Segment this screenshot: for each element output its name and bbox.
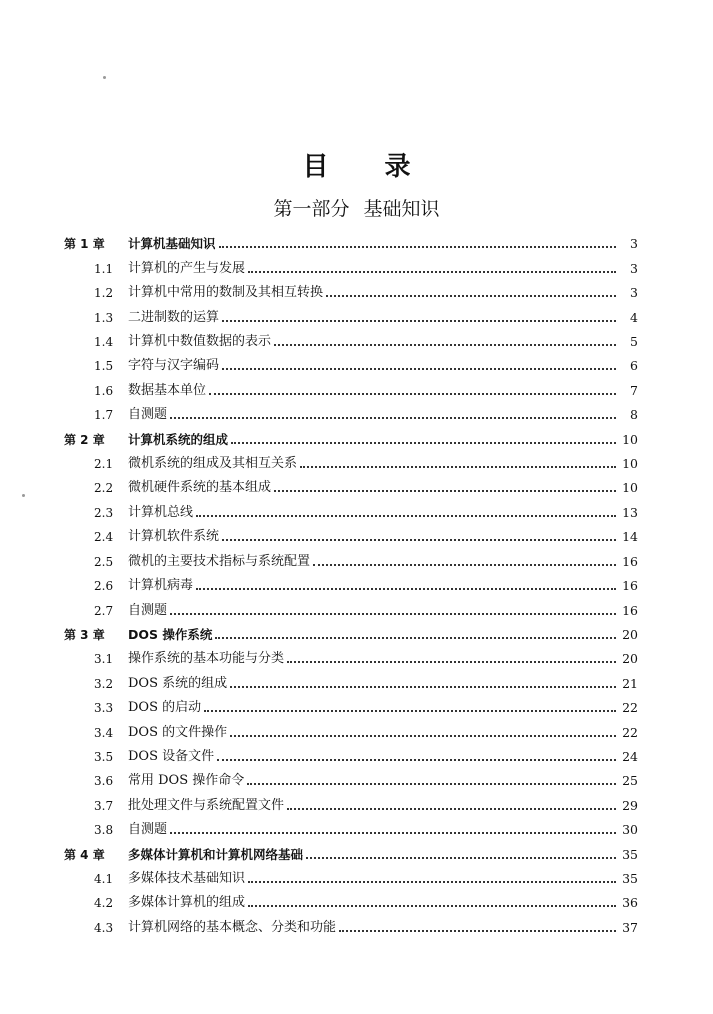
toc-section-row[interactable] (64, 521, 638, 545)
toc-section-row[interactable] (64, 277, 638, 301)
toc-section-row[interactable] (64, 594, 638, 618)
page-title: 目录 (302, 152, 467, 182)
toc-section-row[interactable] (64, 814, 638, 838)
toc-entry-title: 微机系统的组成及其相互关系 (128, 456, 298, 472)
toc-section-row[interactable] (64, 448, 638, 472)
toc-page-number: 14 (622, 529, 638, 545)
toc-entry-title: 计算机病毒 (128, 578, 194, 594)
dot-leader (248, 905, 616, 907)
toc-page-number: 8 (630, 407, 638, 423)
toc-section-row[interactable] (64, 643, 638, 667)
toc-entry-title: 计算机基础知识 (128, 236, 216, 252)
toc-section-row[interactable] (64, 789, 638, 813)
toc-entry-title: 自测题 (128, 602, 168, 618)
toc-page-number: 35 (622, 846, 638, 862)
toc-entry-title: DOS 设备文件 (128, 748, 215, 764)
toc-page-number: 21 (622, 675, 638, 691)
dot-leader (248, 881, 616, 883)
toc-entry-number: 1.1 (94, 261, 114, 276)
toc-page-number: 35 (622, 870, 638, 886)
toc-page-number: 4 (630, 309, 638, 325)
dot-leader (196, 515, 616, 517)
dot-leader (196, 588, 616, 590)
toc-page-number: 10 (622, 480, 638, 496)
dot-leader (306, 857, 616, 859)
part-name: 基础知识 (363, 198, 440, 220)
toc-entry-title: 计算机网络的基本概念、分类和功能 (128, 919, 337, 935)
scan-speck (103, 76, 106, 79)
toc-section-row[interactable] (64, 667, 638, 691)
toc-entry-title: DOS 的启动 (128, 700, 202, 716)
toc-page-number: 16 (622, 553, 638, 569)
table-of-contents (64, 228, 638, 936)
toc-entry-number: 1.2 (94, 286, 114, 301)
toc-entry-title: 数据基本单位 (128, 382, 207, 398)
dot-leader (209, 393, 616, 395)
dot-leader (326, 295, 616, 297)
toc-entry-number: 3.6 (94, 774, 114, 789)
toc-section-row[interactable] (64, 350, 638, 374)
toc-entry-number: 第 2 章 (64, 432, 105, 447)
dot-leader (230, 686, 616, 688)
toc-page-number: 3 (630, 236, 638, 252)
toc-page-number: 29 (622, 797, 638, 813)
toc-section-row[interactable] (64, 252, 638, 276)
toc-entry-number: 4.2 (94, 896, 114, 911)
toc-page-number: 36 (622, 895, 638, 911)
toc-section-row[interactable] (64, 887, 638, 911)
toc-section-row[interactable] (64, 545, 638, 569)
toc-page-number: 22 (622, 700, 638, 716)
toc-page-number: 22 (622, 724, 638, 740)
toc-section-row[interactable] (64, 911, 638, 935)
toc-entry-title: 字符与汉字编码 (128, 358, 220, 374)
dot-leader (170, 832, 616, 834)
toc-entry-number: 3.4 (94, 725, 114, 740)
part-label: 第一部分 (273, 198, 350, 220)
toc-section-row[interactable] (64, 716, 638, 740)
toc-section-row[interactable] (64, 741, 638, 765)
toc-page-number: 24 (622, 748, 638, 764)
dot-leader (313, 564, 616, 566)
toc-entry-title: 多媒体计算机的组成 (128, 895, 246, 911)
toc-section-row[interactable] (64, 863, 638, 887)
toc-page-number: 20 (622, 626, 638, 642)
toc-entry-title: DOS 系统的组成 (128, 675, 228, 691)
toc-entry-title: 微机硬件系统的基本组成 (128, 480, 272, 496)
toc-entry-number: 1.6 (94, 383, 114, 398)
dot-leader (219, 246, 616, 248)
dot-leader (300, 466, 616, 468)
toc-entry-title: DOS 操作系统 (128, 626, 213, 642)
dot-leader (230, 735, 616, 737)
dot-leader (339, 930, 616, 932)
toc-entry-title: 计算机软件系统 (128, 529, 220, 545)
toc-entry-number: 3.5 (94, 749, 114, 764)
toc-entry-title: 多媒体技术基础知识 (128, 870, 246, 886)
toc-entry-title: 常用 DOS 操作命令 (128, 773, 245, 789)
toc-page-number: 30 (622, 822, 638, 838)
toc-section-row[interactable] (64, 399, 638, 423)
toc-entry-number: 2.7 (94, 603, 114, 618)
toc-section-row[interactable] (64, 301, 638, 325)
dot-leader (170, 417, 616, 419)
toc-entry-number: 4.3 (94, 920, 114, 935)
toc-entry-title: 操作系统的基本功能与分类 (128, 651, 285, 667)
dot-leader (274, 344, 616, 346)
dot-leader (231, 442, 616, 444)
toc-page-number: 10 (622, 456, 638, 472)
dot-leader (204, 710, 616, 712)
toc-entry-number: 3.7 (94, 798, 114, 813)
toc-entry-title: 微机的主要技术指标与系统配置 (128, 553, 311, 569)
toc-entry-title: 自测题 (128, 822, 168, 838)
dot-leader (215, 637, 616, 639)
toc-entry-number: 4.1 (94, 871, 114, 886)
toc-entry-number: 1.5 (94, 359, 114, 374)
toc-entry-number: 第 1 章 (64, 237, 105, 252)
toc-section-row[interactable] (64, 692, 638, 716)
toc-page-number: 20 (622, 651, 638, 667)
toc-page-number: 37 (622, 919, 638, 935)
toc-page-number: 3 (630, 260, 638, 276)
toc-entry-number: 2.5 (94, 554, 114, 569)
toc-section-row[interactable] (64, 472, 638, 496)
toc-entry-title: 计算机系统的组成 (128, 431, 229, 447)
dot-leader (248, 271, 616, 273)
dot-leader (287, 808, 616, 810)
toc-page-number: 13 (622, 504, 638, 520)
toc-entry-number: 2.3 (94, 505, 114, 520)
dot-leader (274, 490, 616, 492)
toc-chapter-row[interactable] (64, 423, 638, 447)
toc-entry-number: 第 4 章 (64, 847, 105, 862)
toc-section-row[interactable] (64, 765, 638, 789)
toc-chapter-row[interactable] (64, 228, 638, 252)
toc-page-number: 3 (630, 285, 638, 301)
dot-leader (222, 368, 616, 370)
toc-entry-number: 1.4 (94, 335, 114, 350)
toc-page-number: 16 (622, 602, 638, 618)
dot-leader (247, 783, 616, 785)
toc-entry-title: 计算机中常用的数制及其相互转换 (128, 285, 324, 301)
toc-chapter-row[interactable] (64, 619, 638, 643)
toc-entry-number: 3.3 (94, 701, 114, 716)
toc-page-number: 25 (622, 773, 638, 789)
toc-entry-title: 多媒体计算机和计算机网络基础 (128, 846, 304, 862)
toc-entry-number: 3.1 (94, 652, 114, 667)
toc-entry-title: 批处理文件与系统配置文件 (128, 797, 285, 813)
toc-page-number: 16 (622, 578, 638, 594)
scan-speck (22, 494, 25, 497)
toc-page-number: 6 (630, 358, 638, 374)
toc-entry-number: 3.2 (94, 676, 114, 691)
toc-entry-title: DOS 的文件操作 (128, 724, 228, 740)
dot-leader (222, 539, 616, 541)
toc-page-number: 5 (630, 334, 638, 350)
toc-page-number: 7 (630, 382, 638, 398)
toc-entry-title: 自测题 (128, 407, 168, 423)
toc-entry-title: 计算机的产生与发展 (128, 260, 246, 276)
toc-entry-number: 2.6 (94, 579, 114, 594)
toc-entry-title: 二进制数的运算 (128, 309, 220, 325)
dot-leader (217, 759, 616, 761)
toc-entry-number: 1.3 (94, 310, 114, 325)
toc-section-row[interactable] (64, 570, 638, 594)
toc-page-number: 10 (622, 431, 638, 447)
toc-section-row[interactable] (64, 326, 638, 350)
toc-section-row[interactable] (64, 496, 638, 520)
toc-entry-number: 第 3 章 (64, 627, 105, 642)
toc-entry-number: 3.8 (94, 823, 114, 838)
toc-entry-number: 2.2 (94, 481, 114, 496)
toc-entry-title: 计算机总线 (128, 504, 194, 520)
toc-entry-number: 2.1 (94, 457, 114, 472)
toc-chapter-row[interactable] (64, 838, 638, 862)
toc-entry-number: 1.7 (94, 408, 114, 423)
dot-leader (170, 613, 616, 615)
part-title (0, 194, 713, 221)
toc-entry-title: 计算机中数值数据的表示 (128, 334, 272, 350)
toc-section-row[interactable] (64, 374, 638, 398)
dot-leader (222, 320, 616, 322)
toc-entry-number: 2.4 (94, 530, 114, 545)
dot-leader (287, 661, 616, 663)
